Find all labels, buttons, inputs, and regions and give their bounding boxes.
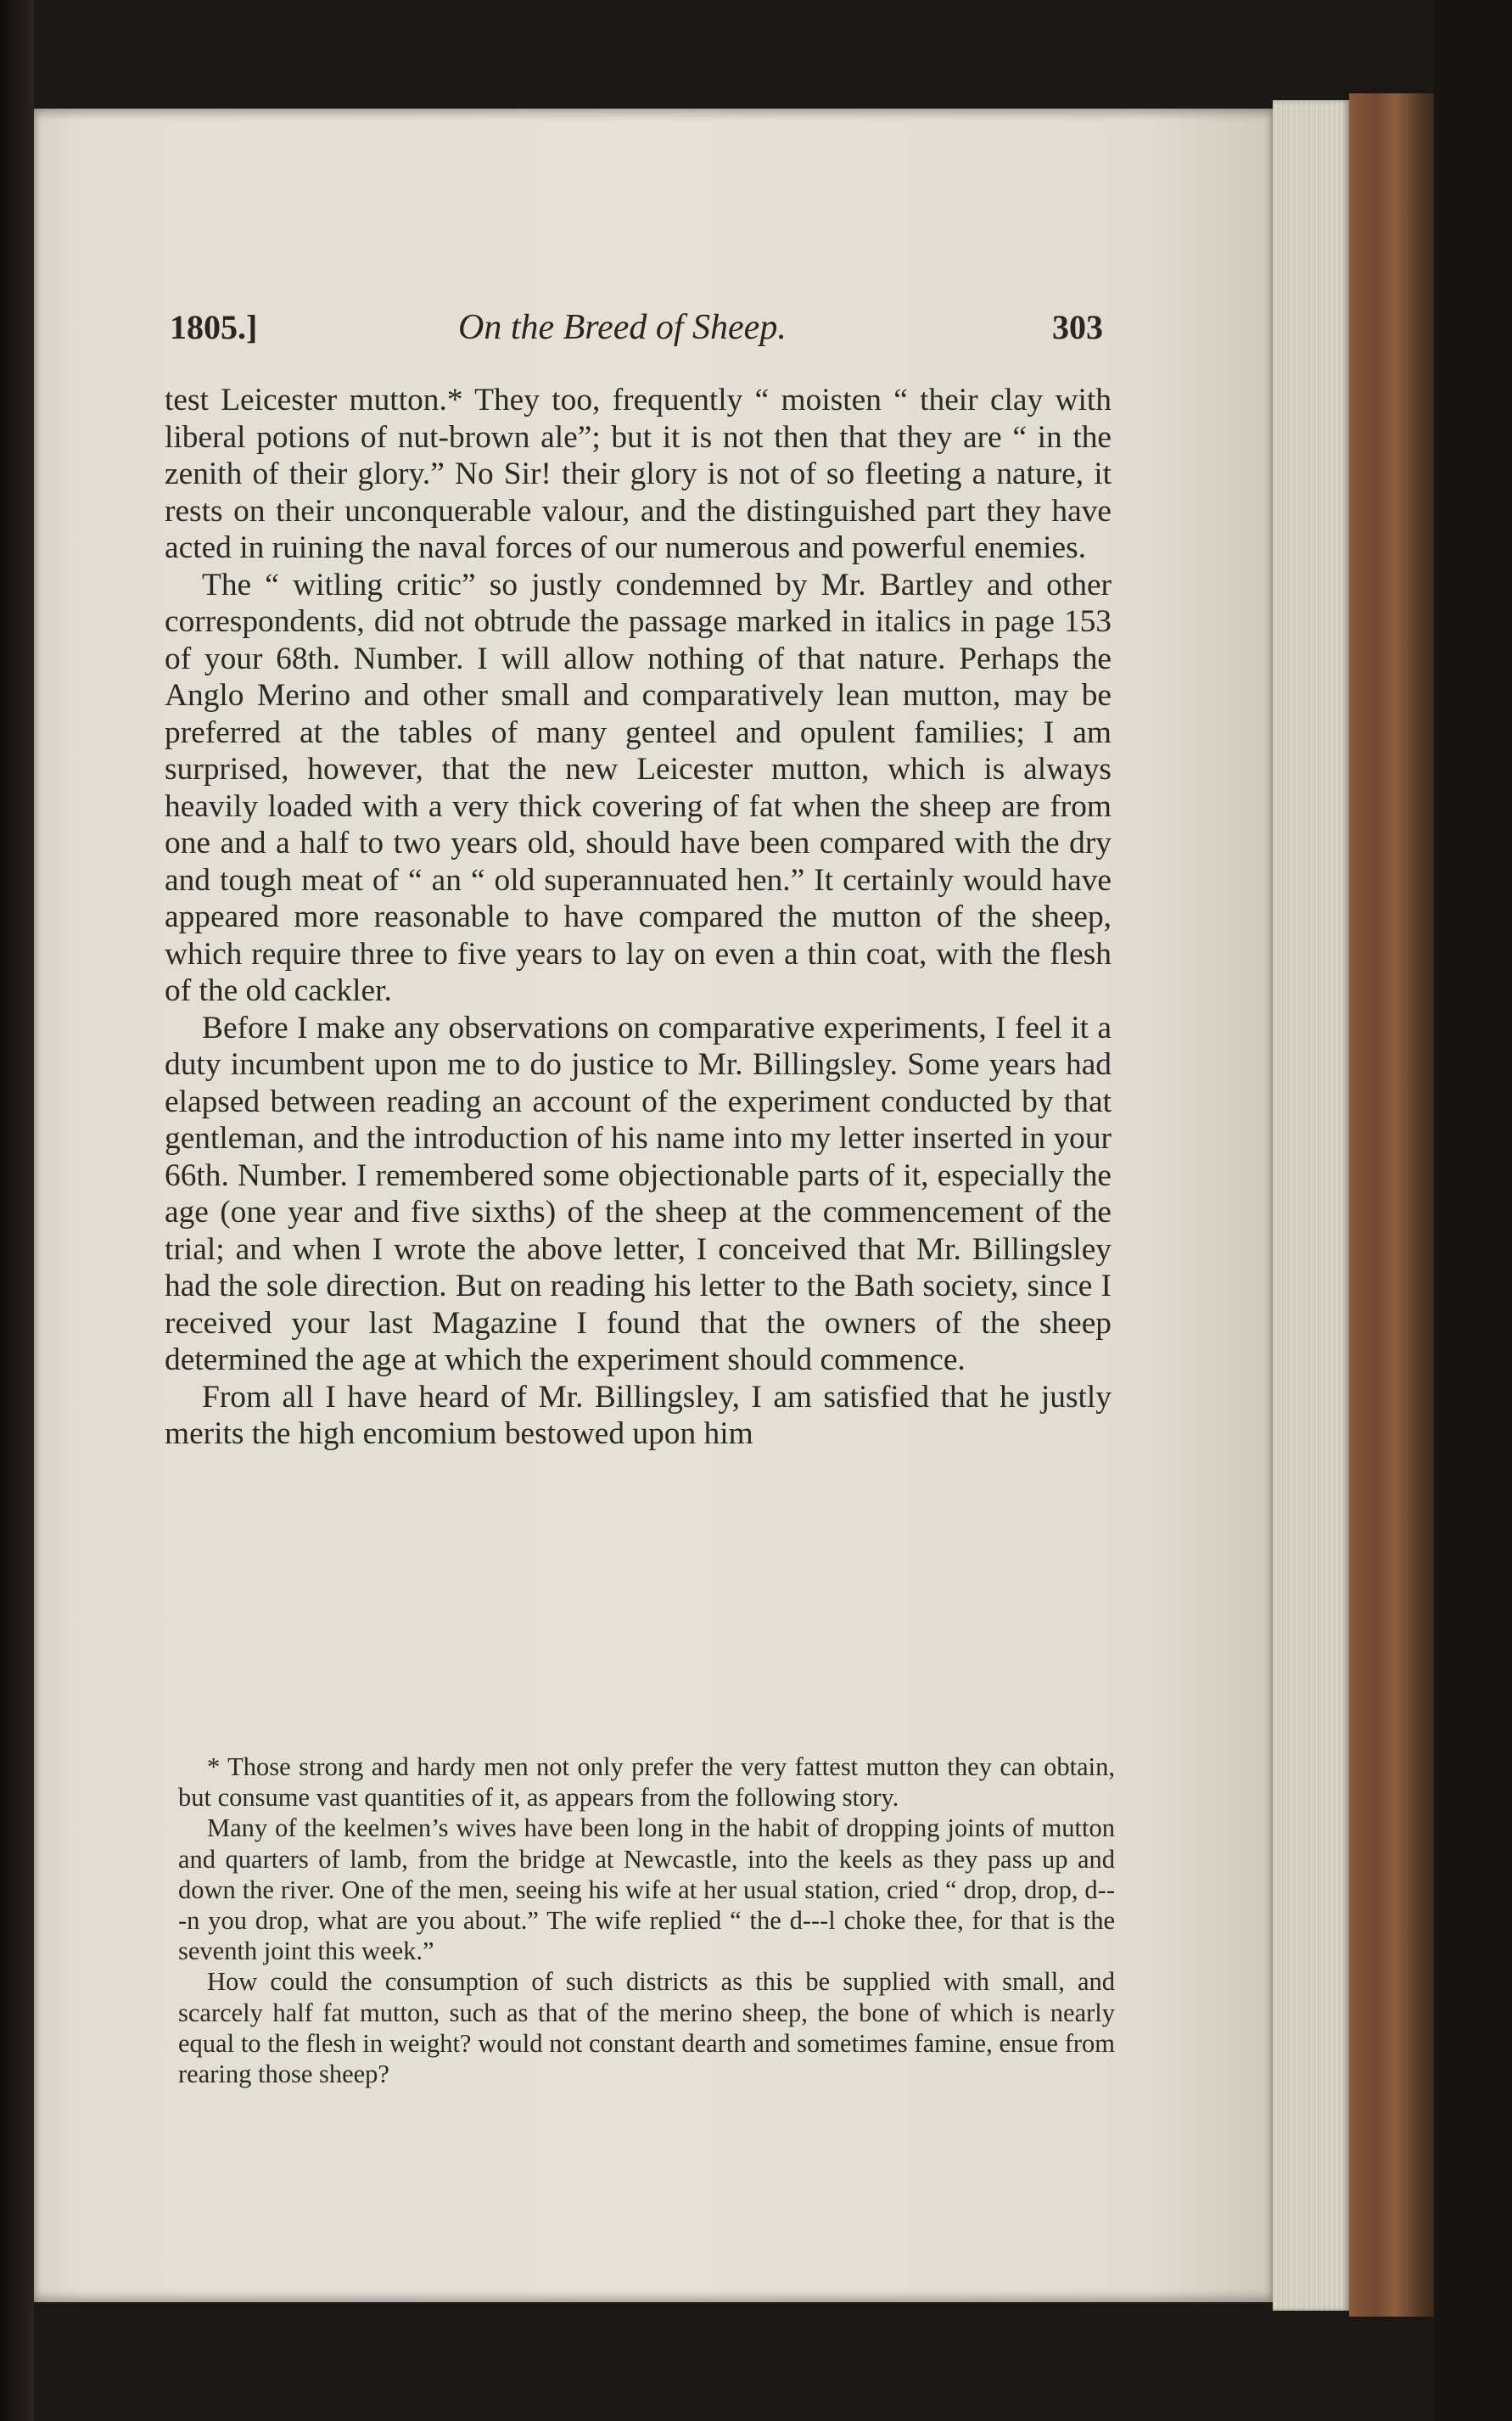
page-number: 303 (1052, 308, 1103, 346)
footnote-paragraph: How could the consumption of such districts as this be supplied with small, and scarcely half fat mutton, such as that of the merino sheep, the bone of which is nearly equal to the flesh in weight? would not constant dearth and sometimes famine, ensue from rearing those sheep? (178, 1967, 1115, 2089)
left-cover-edge (0, 0, 34, 2421)
body-paragraph: From all I have heard of Mr. Billingsley, I am satisfied that he justly merits the high encomium bestowed upon him (165, 1379, 1112, 1451)
footnotes (178, 1751, 1115, 2089)
header-title: On the Breed of Sheep. (458, 308, 787, 347)
body-paragraph: test Leicester mutton.* They too, frequently “ moisten “ their clay with liberal potions of nut-brown ale”; but it is not then that they are “ in the zenith of their glory.” No Sir! their glory is not of so fleeting a nature, it rests on their unconquerable valour, and the distinguished part they have acted in ruining the naval forces of our numerous and powerful enemies. (165, 383, 1112, 565)
body-paragraph: The “ witling critic” so justly condemned by Mr. Bartley and other correspondents, did not obtrude the passage marked in italics in page 153 of your 68th. Number. I will allow nothing of that nature. Perhaps the Anglo Merino and other small and comparatively lean mutton, may be preferred at the tables of many genteel and opulent families; I am surprised, however, that the new Leicester mutton, which is always heavily loaded with a very thick covering of fat when the sheep are from one and a half to two years old, should have been compared with the dry and tough meat of “ an “ old superannuated hen.” It certainly would have appeared more reasonable to have compared the mutton of the sheep, which require three to five years to lay on even a thin coat, with the flesh of the old cackler. (165, 567, 1112, 1008)
leather-cover-edge (1349, 93, 1434, 2317)
body-paragraph: Before I make any observations on comparative experiments, I feel it a duty incumbent upon me to do justice to Mr. Billingsley. Some years had elapsed between reading an account of the experiment conducted by that gentleman, and the introduction of his name into my letter inserted in your 66th. Number. I remembered some objectionable parts of it, especially the age (one year and five sixths) of the sheep at the commencement of the trial; and when I wrote the above letter, I conceived that Mr. Billingsley had the sole direction. But on reading his letter to the Bath society, since I received your last Magazine I found that the owners of the sheep determined the age at which the experiment should commence. (165, 1010, 1112, 1377)
page-edges (1273, 100, 1349, 2311)
body-text (165, 382, 1112, 1453)
header-year: 1805.] (170, 308, 258, 346)
right-background (1434, 0, 1512, 2421)
running-header (170, 307, 1103, 358)
footnote-paragraph: * Those strong and hardy men not only prefer the very fattest mutton they can obtain, but consume vast quantities of it, as appears from the following story. (178, 1752, 1115, 1813)
footnote-paragraph: Many of the keelmen’s wives have been long in the habit of dropping joints of mutton and quarters of lamb, from the bridge at Newcastle, into the keels as they pass up and down the river. One of the men, seeing his wife at her usual station, cried “ drop, drop, d---n you drop, what are you about.” The wife replied “ the d---l choke thee, for that is the seventh joint this week.” (178, 1813, 1115, 1966)
